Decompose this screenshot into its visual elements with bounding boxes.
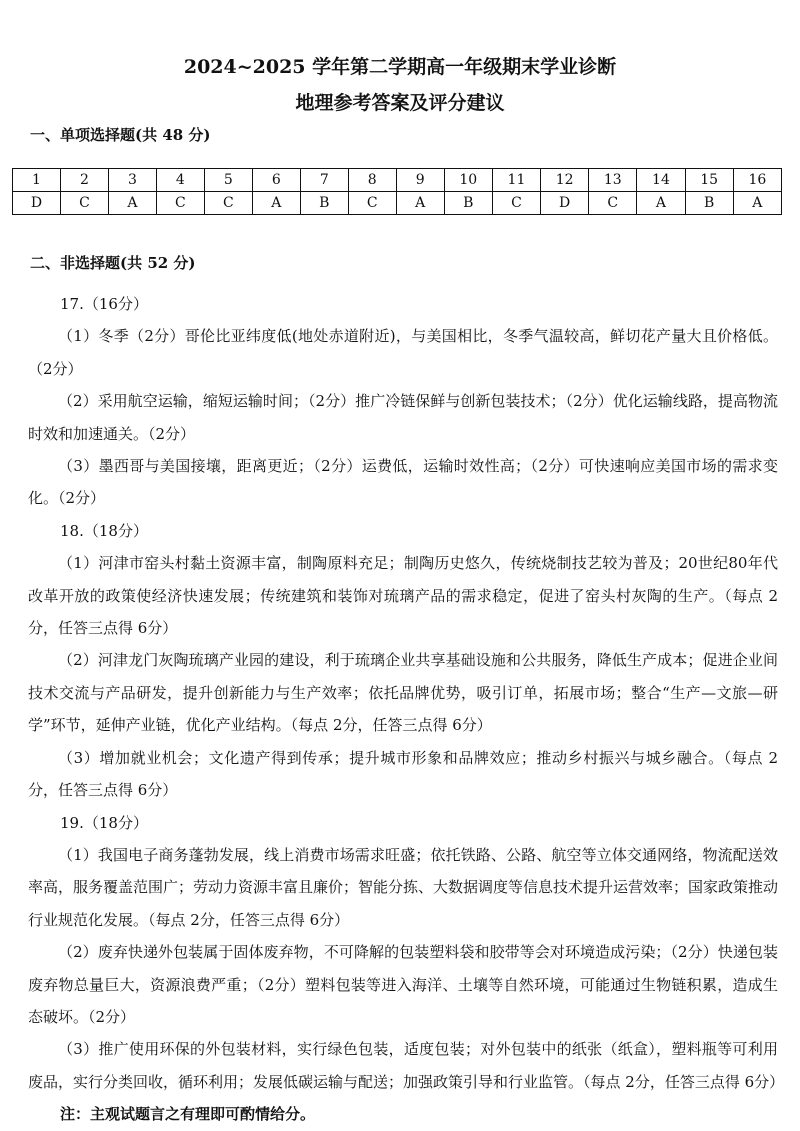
q18-header: 18.（18分）	[60, 521, 148, 540]
question-number: 13	[589, 169, 637, 192]
q18-part3: （3）增加就业机会；文化遗产得到传承；提升城市形象和品牌效应；推动乡村振兴与城乡融合。（每点 2分，任答三点得 6分）	[28, 748, 778, 800]
question-number: 6	[252, 169, 300, 192]
question-number: 12	[541, 169, 589, 192]
grading-note: 注：主观试题言之有理即可酌情给分。	[60, 1105, 316, 1124]
question-number: 10	[444, 169, 492, 192]
answer-letter: B	[444, 192, 492, 215]
question-number: 3	[108, 169, 156, 192]
answer-letter: C	[204, 192, 252, 215]
answer-letter: D	[13, 192, 61, 215]
answer-table-answer-row	[13, 192, 782, 215]
answer-letter: B	[685, 192, 733, 215]
q19-part1: （1）我国电子商务蓬勃发展，线上消费市场需求旺盛；依托铁路、公路、航空等立体交通网络，物流配送效率高，服务覆盖范围广；劳动力资源丰富且廉价；智能分拣、大数据调度等信息技术提升运营效率；国家政策推动行业规范化发展。（每点 2分，任答三点得 6分）	[28, 845, 779, 929]
answer-letter: C	[348, 192, 396, 215]
answer-table-number-row	[13, 169, 782, 192]
q19-part2: （2）废弃快递外包装属于固体废弃物，不可降解的包装塑料袋和胶带等会对环境造成污染；（2分）快递包装废弃物总量巨大，资源浪费严重；（2分）塑料包装等进入海洋、土壤等自然环境，可能通过生物链积累，造成生态破坏。（2分）	[28, 943, 778, 1026]
answer-letter: A	[733, 192, 781, 215]
answer-letter: A	[396, 192, 444, 215]
q18-part2: （2）河津龙门灰陶琉璃产业园的建设，利于琉璃企业共享基础设施和公共服务，降低生产成本；促进企业间技术交流与产品研发，提升创新能力与生产效率；依托品牌优势，吸引订单，拓展市场；整合“生产—文旅—研学”环节，延伸产业链，优化产业结构。（每点 2分，任答三点得 6分）	[28, 651, 778, 735]
document-title: 2024~2025 学年第二学期高一年级期末学业诊断	[183, 56, 617, 78]
answer-letter: B	[300, 192, 348, 215]
question-number: 16	[733, 169, 781, 192]
answer-letter: C	[60, 192, 108, 215]
document-subtitle: 地理参考答案及评分建议	[295, 92, 505, 114]
answer-letter: A	[252, 192, 300, 215]
question-number: 8	[348, 169, 396, 192]
answer-letter: A	[108, 192, 156, 215]
answer-letter: A	[637, 192, 685, 215]
question-number: 4	[156, 169, 204, 192]
q19-header: 19.（18分）	[60, 813, 148, 832]
answer-letter: D	[541, 192, 589, 215]
section1-heading: 一、单项选择题(共 48 分)	[30, 126, 211, 144]
question-number: 2	[60, 169, 108, 192]
question-number: 11	[492, 169, 540, 192]
section2-body	[28, 288, 785, 1131]
q17-header: 17.（16分）	[60, 295, 148, 313]
q17-part3: （3）墨西哥与美国接壤，距离更近；（2分）运费低，运输时效性高；（2分）可快速响应美国市场的需求变化。（2分）	[28, 457, 778, 508]
q17-part1: （1）冬季（2分）哥伦比亚纬度低(地处赤道附近)，与美国相比，冬季气温较高，鲜切花产量大且价格低。（2分）	[28, 327, 778, 378]
answer-letter: C	[156, 192, 204, 215]
answer-table	[12, 168, 782, 215]
answer-letter: C	[589, 192, 637, 215]
question-number: 15	[685, 169, 733, 192]
q17-part2: （2）采用航空运输，缩短运输时间；（2分）推广冷链保鲜与创新包装技术；（2分）优化运输线路，提高物流时效和加速通关。（2分）	[28, 392, 778, 443]
section2-heading: 二、非选择题(共 52 分)	[30, 254, 196, 272]
question-number: 14	[637, 169, 685, 192]
question-number: 9	[396, 169, 444, 192]
q19-part3: （3）推广使用环保的外包装材料，实行绿色包装，适度包装；对外包装中的纸张（纸盒），塑料瓶等可利用废品，实行分类回收，循环利用；发展低碳运输与配送；加强政策引导和行业监管。（每点 2分，任答三点得 6分）	[28, 1040, 785, 1091]
q18-part1: （1）河津市窑头村黏土资源丰富，制陶原料充足；制陶历史悠久，传统烧制技艺较为普及；20世纪80年代改革开放的政策使经济快速发展；传统建筑和装饰对琉璃产品的需求稳定，促进了窑头村灰陶的生产。（每点 2分，任答三点得 6分）	[28, 554, 778, 638]
answer-letter: C	[492, 192, 540, 215]
question-number: 7	[300, 169, 348, 192]
question-number: 5	[204, 169, 252, 192]
question-number: 1	[13, 169, 61, 192]
